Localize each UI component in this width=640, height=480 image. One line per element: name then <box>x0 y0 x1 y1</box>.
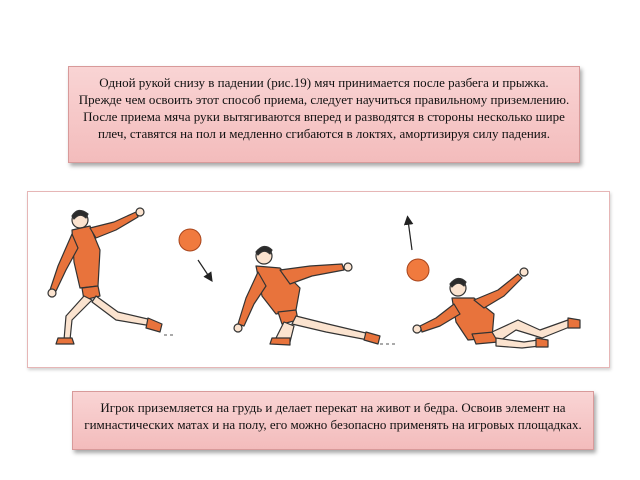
top-text-box <box>68 66 580 163</box>
top-text: Одной рукой снизу в падении (рис.19) мяч принимается после разбега и прыжка. Прежде чем освоить этот способ приема, следует научиться правильному приземлению. После приема мяча руки вытягиваются вперед и разводятся в стороны несколько шире плеч, ставятся на пол и медленно сгибаются в локтях, амортизируя силу падения. <box>78 75 570 141</box>
ball-icon <box>407 259 429 281</box>
illustration-panel <box>27 191 610 368</box>
bottom-text: Игрок приземляется на грудь и делает перекат на живот и бедра. Освоив элемент на гимнастических матах и на полу, его можно безопасно применять на игровых площадках. <box>84 400 582 432</box>
player-diving-figure <box>234 246 398 345</box>
arrow-up-icon <box>408 220 412 250</box>
arrow-down-right-icon <box>198 260 210 278</box>
volleyball-figures-illustration <box>28 192 609 367</box>
ball-icon <box>179 229 201 251</box>
player-lunging-figure <box>48 208 176 344</box>
bottom-text-box <box>72 391 594 450</box>
player-landing-figure <box>413 268 580 348</box>
